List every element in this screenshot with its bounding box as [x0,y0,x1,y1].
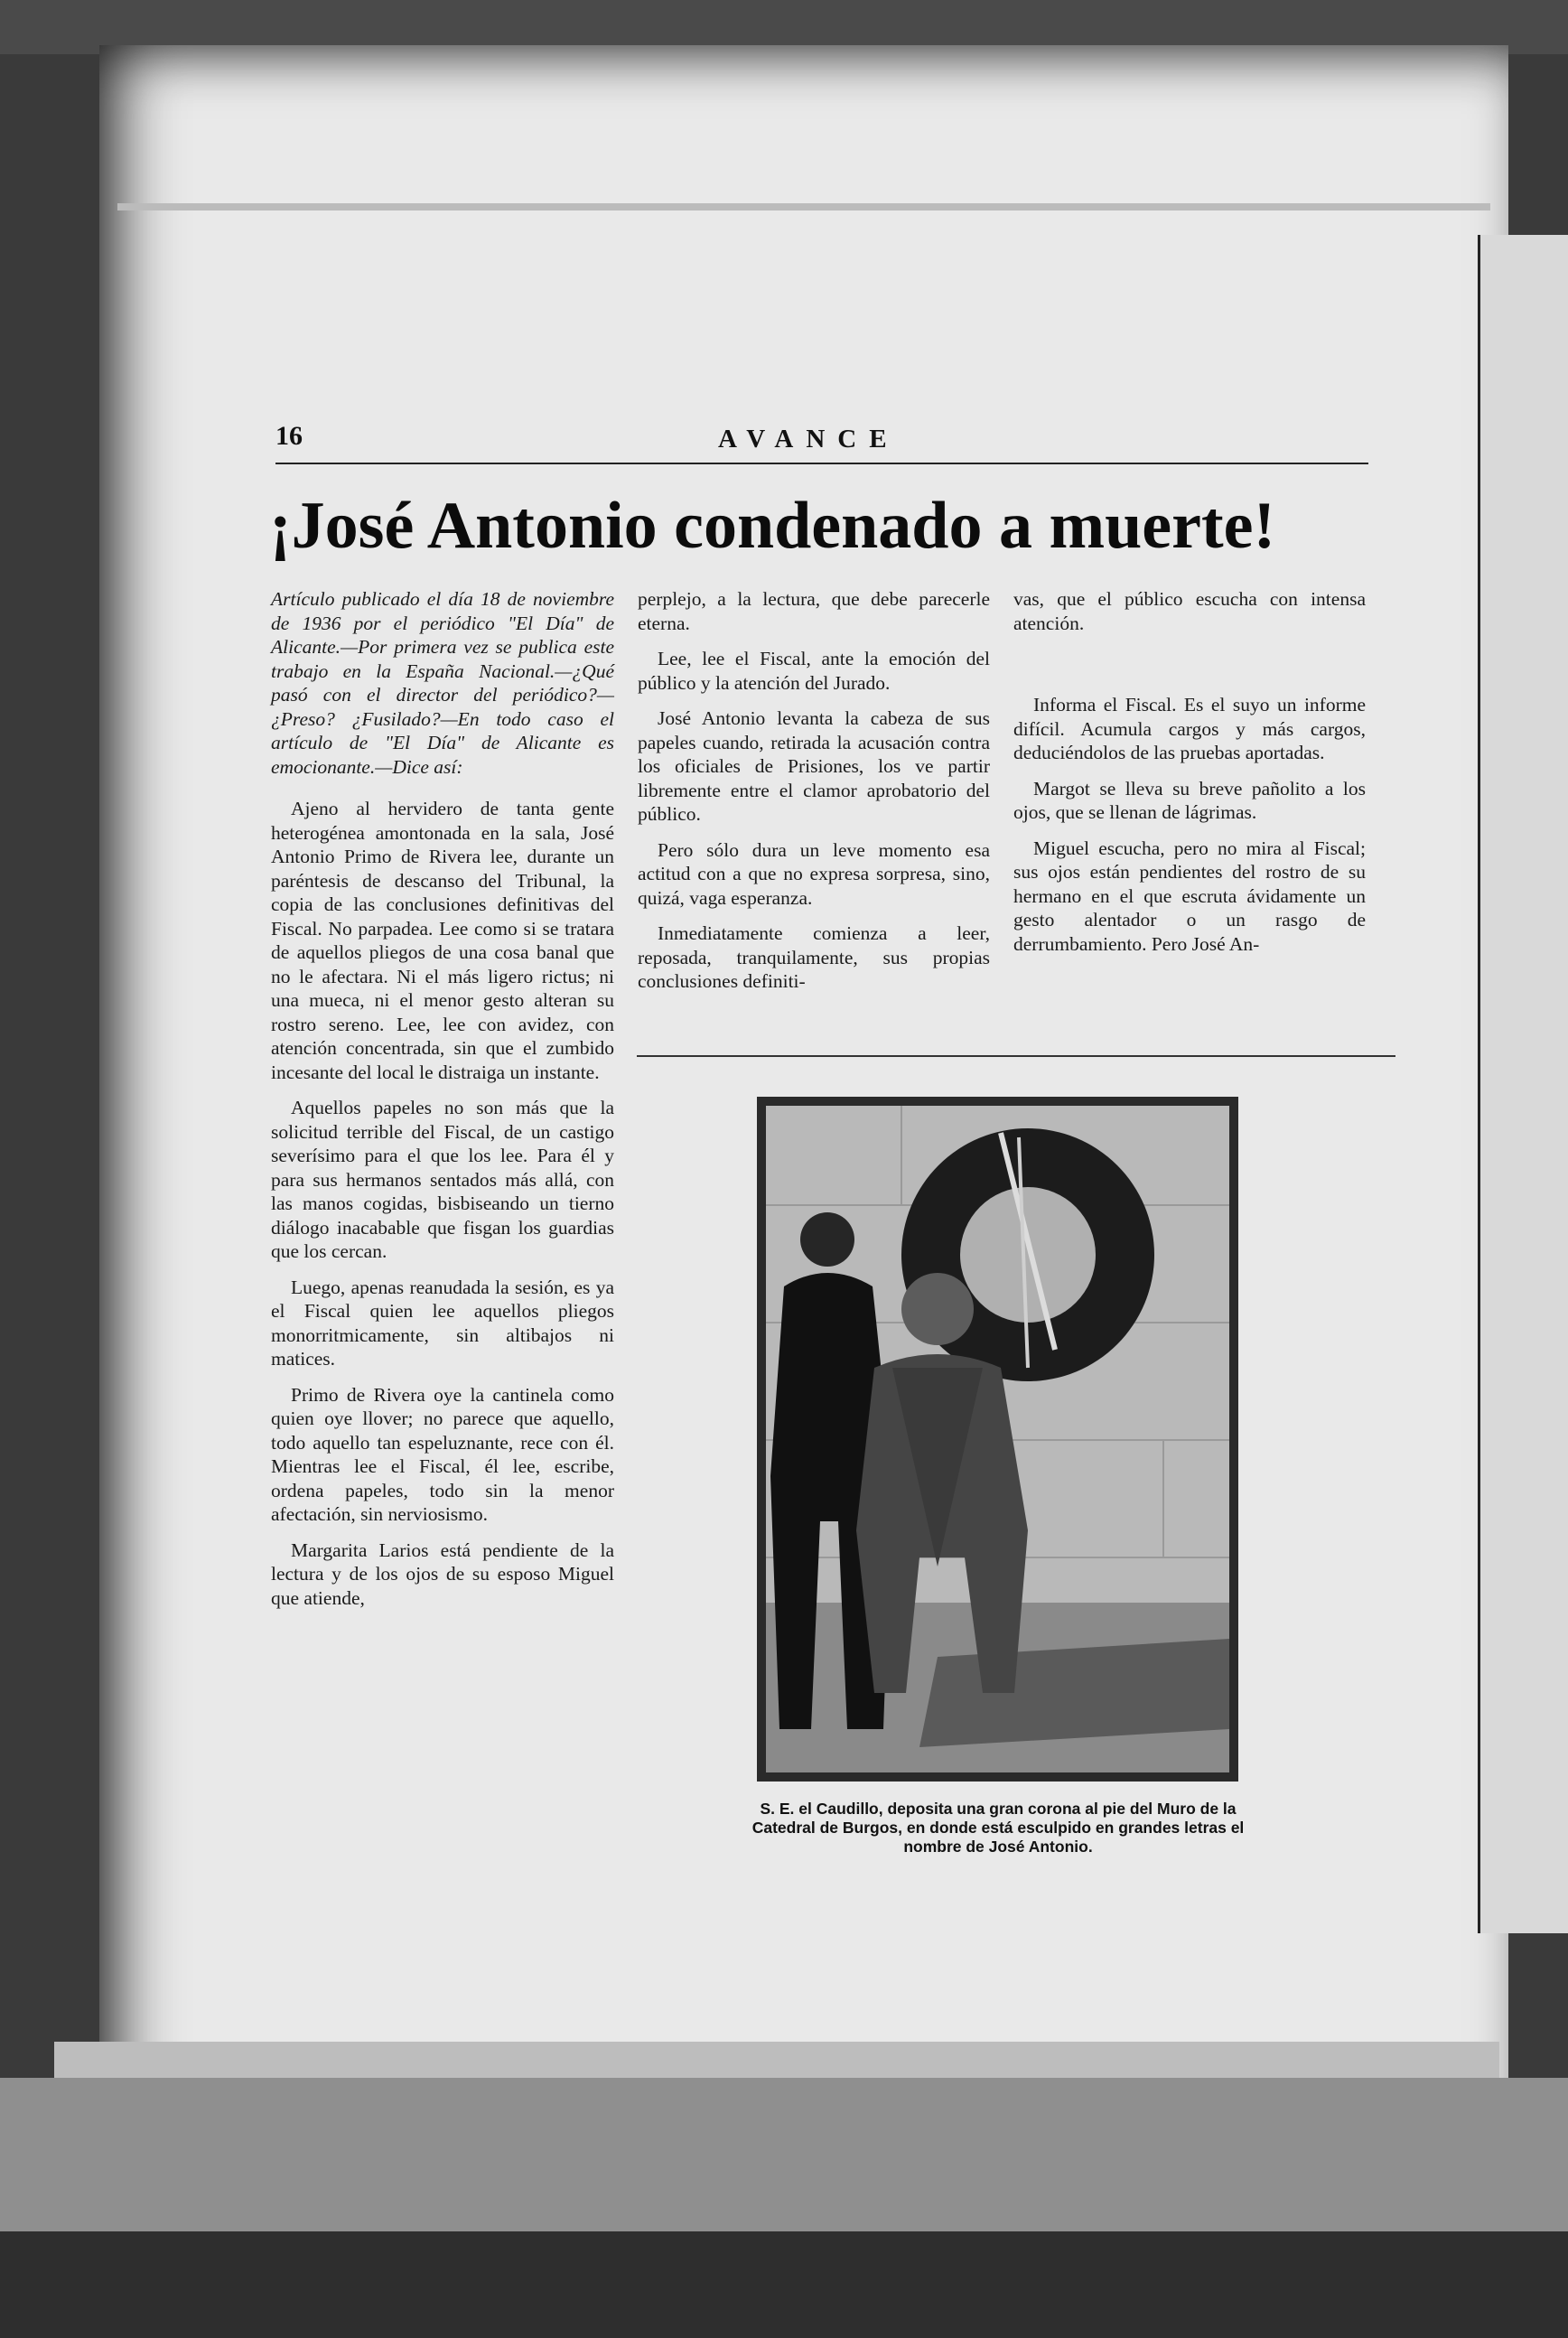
intro-paragraph: Artículo publicado el día 18 de noviembre de 1936 por el periódico "El Día" de Alicante.—Por primera vez se publica este trabajo en la España Nacional.—¿Qué pasó con el director del periódico?—¿Preso? ¿Fusilado?—En todo caso el artículo de "El Día" de Alicante es emocionante.—Dice así: [271,588,614,778]
paragraph: Inmediatamente comienza a leer, reposada, tranquilamente, sus propias conclusiones definiti- [638,922,990,992]
paragraph: José Antonio levanta la cabeza de sus papeles cuando, retirada la acusación contra los oficiales de Prisiones, los ve partir libremente entre el clamor aprobatorio del público. [638,707,990,825]
photo-caption: S. E. el Caudillo, deposita una gran corona al pie del Muro de la Catedral de Burgos, en donde está esculpido en grandes letras el nombre de José Antonio. [751,1800,1245,1856]
paragraph: Margot se lleva su breve pañolito a los ojos, que se llenan de lágrimas. [1013,777,1366,823]
paragraph: Pero sólo dura un leve momento esa actitud con a que no expresa sorpresa, sino, quizá, vaga esperanza. [638,838,990,909]
paragraph: Ajeno al hervidero de tanta gente heterogénea amontonada en la sala, José Antonio Primo de Rivera lee, durante un paréntesis de descanso del Tribunal, la copia de las conclusiones definitivas del Fiscal. No parpadea. Lee como si se tratara de aquellos pliegos de una cosa banal que no le afectara. Ni el más ligero rictus; ni una mueca, ni el menor gesto alteran su rostro sereno. Lee, lee con avidez, con atención concentrada, sin que el zumbido incesante del local le distraiga un instante. [271,798,614,1083]
masthead: AVANCE [718,425,900,454]
scan-bottom-dark [0,2231,1568,2338]
paragraph: perplejo, a la lectura, que debe parecerle eterna. [638,588,990,634]
paragraph: vas, que el público escucha con intensa atención. [1013,588,1366,634]
photograph [757,1097,1238,1782]
paragraph: Margarita Larios está pendiente de la lectura y de los ojos de su esposo Miguel que atiende, [271,1538,614,1609]
page-number: 16 [275,421,303,451]
photograph-illustration [757,1097,1238,1782]
binding-line [117,203,1490,210]
headline: ¡José Antonio condenado a muerte! [269,489,1276,563]
paragraph: Primo de Rivera oye la cantinela como quien oye llover; no parece que aquello, todo aquello tan espeluznante, rece con él. Mientras lee el Fiscal, él lee, escribe, ordena papeles, todo sin la menor afectación, sin nerviosismo. [271,1383,614,1525]
column-divider-rule [637,1055,1395,1057]
paragraph: Aquellos papeles no son más que la solicitud terrible del Fiscal, de un castigo severísimo para el que los lee. Para él y para sus hermanos sentados más allá, con las manos cogidas, bisbiseando un tierno diálogo inacabable que fisgan los guardias que los cercan. [271,1097,614,1262]
header-rule [275,463,1368,464]
paragraph: Lee, lee el Fiscal, ante la emoción del público y la atención del Jurado. [638,648,990,694]
paragraph: Luego, apenas reanudada la sesión, es ya el Fiscal quien lee aquellos pliegos monorritmicamente, sin altibajos ni matices. [271,1276,614,1370]
column-2 [638,587,990,1005]
adjacent-page-strip [1480,235,1568,1933]
paragraph: Informa el Fiscal. Es el suyo un informe difícil. Acumula cargos y más cargos, deduciéndolos de las pruebas aportadas. [1013,694,1366,763]
column-3 [1013,587,1366,968]
paragraph: Miguel escucha, pero no mira al Fiscal; sus ojos están pendientes del rostro de su hermano en el que escruta ávidamente un gesto alentador o un rasgo de derrumbamiento. Pero José An- [1013,837,1366,955]
column-1 [271,587,614,1622]
